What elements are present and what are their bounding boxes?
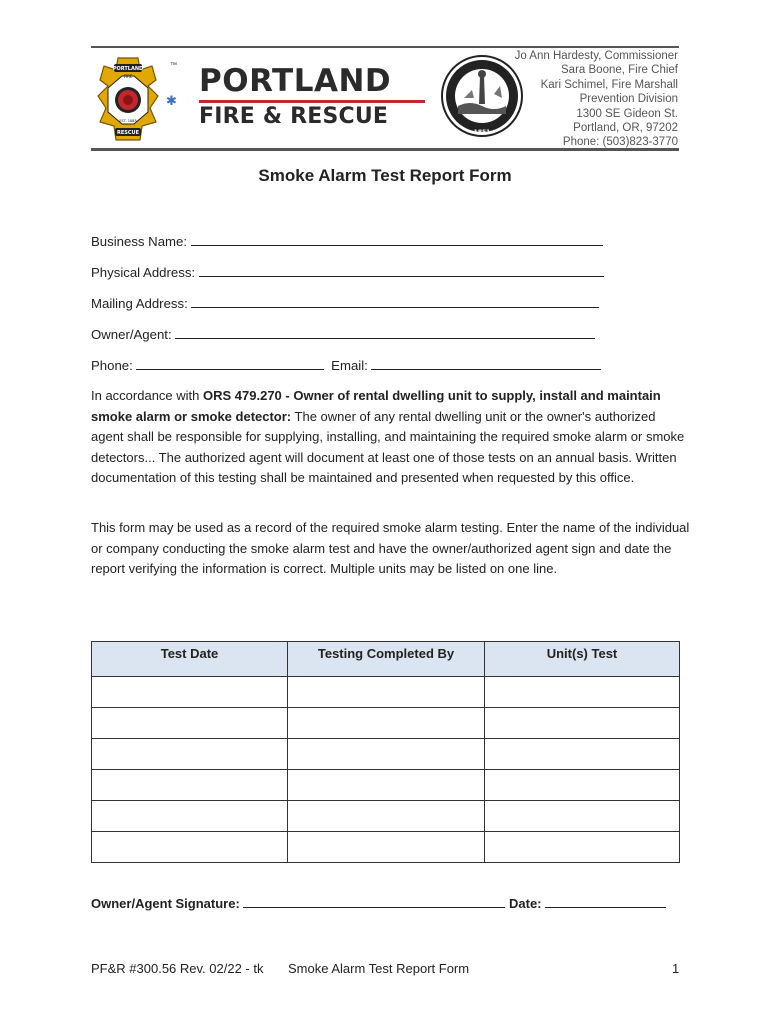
table-row — [92, 801, 680, 832]
phone-label: Phone: — [91, 358, 133, 373]
business-name-line[interactable] — [191, 233, 603, 246]
ors-statement-paragraph — [91, 386, 691, 489]
letterhead-top-rule — [91, 46, 679, 48]
ors-citation-text: ORS 479.270 - Owner of rental dwelling unit to supply, install and maintain smoke alarm or smoke detector: — [91, 388, 661, 424]
org-name-line1: PORTLAND — [199, 63, 392, 99]
org-name-line2: FIRE & RESCUE — [199, 104, 389, 129]
tested-by-cell[interactable] — [288, 832, 485, 863]
seal-year: 1851 — [473, 129, 491, 136]
table-row — [92, 708, 680, 739]
contact-phone: Phone: (503)823-3770 — [562, 136, 678, 149]
phone-line[interactable] — [136, 357, 324, 370]
form-title: Smoke Alarm Test Report Form — [258, 166, 512, 185]
contact-fire-chief: Sara Boone, Fire Chief — [561, 64, 678, 77]
units-cell[interactable] — [485, 708, 680, 739]
svg-text:FIRE: FIRE — [123, 74, 133, 79]
table-row — [92, 770, 680, 801]
test-date-cell[interactable] — [92, 801, 288, 832]
table-row — [92, 739, 680, 770]
mailing-address-label: Mailing Address: — [91, 296, 188, 311]
table-header-row — [92, 642, 680, 677]
smoke-alarm-test-table — [91, 641, 680, 863]
city-of-portland-seal — [440, 54, 524, 138]
units-cell[interactable] — [485, 801, 680, 832]
physical-address-line[interactable] — [199, 264, 604, 277]
units-cell[interactable] — [485, 739, 680, 770]
mailing-address-line[interactable] — [191, 295, 599, 308]
test-date-cell[interactable] — [92, 832, 288, 863]
units-cell[interactable] — [485, 677, 680, 708]
owner-agent-label: Owner/Agent: — [91, 327, 172, 342]
owner-agent-line[interactable] — [175, 326, 595, 339]
header-units-test: Unit(s) Test — [485, 642, 680, 677]
units-cell[interactable] — [485, 832, 680, 863]
svg-text:EST. 1883: EST. 1883 — [119, 119, 137, 123]
ors-body-text: The owner of any rental dwelling unit or the owner's authorized agent shall be responsible for supplying, installing, and maintaining the required smoke alarm or smoke detectors... The authorized agent will document at least one of those tests on an annual basis. Written documentation of this testing shall be maintained and presented when requested by this office. — [91, 408, 685, 486]
footer-form-number: PF&R #300.56 Rev. 02/22 - tk — [91, 961, 264, 976]
test-date-cell[interactable] — [92, 677, 288, 708]
header-testing-completed-by: Testing Completed By — [288, 642, 485, 677]
test-date-cell[interactable] — [92, 708, 288, 739]
org-wordmark — [199, 63, 431, 129]
ors-intro-text: In accordance with — [91, 388, 204, 403]
email-line[interactable] — [371, 357, 601, 370]
svg-text:RESCUE: RESCUE — [116, 130, 140, 136]
contact-division: Prevention Division — [579, 93, 678, 106]
table-row — [92, 832, 680, 863]
phone-email-field — [91, 357, 601, 373]
footer-page-number: 1 — [672, 961, 680, 976]
mailing-address-field — [91, 295, 599, 311]
signature-date-row — [91, 895, 666, 911]
test-date-cell[interactable] — [92, 739, 288, 770]
tested-by-cell[interactable] — [288, 739, 485, 770]
footer-form-name: Smoke Alarm Test Report Form — [288, 961, 470, 976]
date-label: Date: — [509, 896, 542, 911]
owner-agent-field — [91, 326, 595, 342]
test-date-cell[interactable] — [92, 770, 288, 801]
instructions-paragraph: This form may be used as a record of the required smoke alarm testing. Enter the name of the individual or company conducting the smoke alarm test and have the owner/authorized agent sign and date the report verifying the information is correct. Multiple units may be listed on one line. — [91, 520, 690, 577]
contact-street: 1300 SE Gideon St. — [576, 107, 678, 120]
business-name-field — [91, 233, 603, 249]
business-name-label: Business Name: — [91, 234, 188, 249]
tested-by-cell[interactable] — [288, 770, 485, 801]
email-label: Email: — [331, 358, 368, 373]
org-name-red-bar — [199, 100, 425, 103]
letterhead-contact-block — [515, 49, 678, 150]
letterhead-bottom-rule — [91, 148, 679, 151]
trademark-mark: ™ — [170, 62, 177, 69]
signature-date-line[interactable] — [545, 895, 666, 908]
contact-commissioner: Jo Ann Hardesty, Commissioner — [514, 50, 678, 62]
fire-rescue-badge-logo — [96, 56, 160, 144]
star-of-life-icon: ✱ — [166, 93, 177, 108]
physical-address-field — [91, 264, 604, 280]
signature-label: Owner/Agent Signature: — [91, 896, 240, 911]
contact-fire-marshall: Kari Schimel, Fire Marshall — [540, 78, 678, 91]
tested-by-cell[interactable] — [288, 677, 485, 708]
units-cell[interactable] — [485, 770, 680, 801]
tested-by-cell[interactable] — [288, 801, 485, 832]
header-test-date: Test Date — [92, 642, 288, 677]
tested-by-cell[interactable] — [288, 708, 485, 739]
svg-text:PORTLAND: PORTLAND — [112, 66, 144, 72]
table-row — [92, 677, 680, 708]
physical-address-label: Physical Address: — [91, 265, 196, 280]
signature-line[interactable] — [243, 895, 505, 908]
contact-city: Portland, OR, 97202 — [573, 122, 678, 135]
